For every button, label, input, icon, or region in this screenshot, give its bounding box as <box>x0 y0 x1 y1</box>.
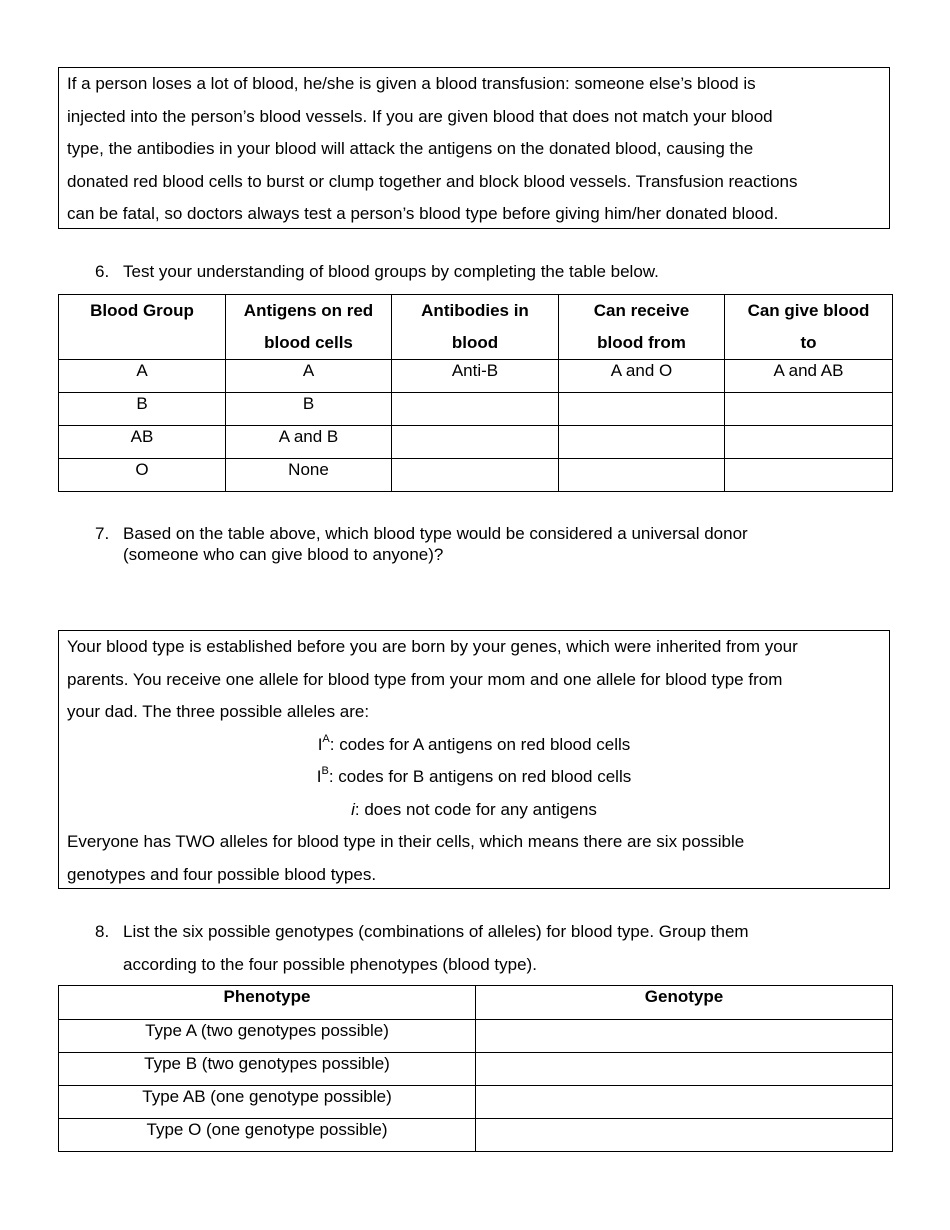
cell-phenotype: Type AB (one genotype possible) <box>59 1086 476 1119</box>
info-line: type, the antibodies in your blood will attack the antigens on the donated blood, causing the <box>67 139 754 158</box>
cell-phenotype: Type A (two genotypes possible) <box>59 1020 476 1053</box>
allele-i-line: i: does not code for any antigens <box>351 799 597 819</box>
cell-antigens: A and B <box>226 426 392 459</box>
table-row <box>59 393 893 426</box>
table-row <box>59 1119 893 1152</box>
cell-give-to[interactable] <box>725 459 893 492</box>
cell-antigens: B <box>226 393 392 426</box>
header-blood-group: Blood Group <box>59 295 226 360</box>
question-number: 7. <box>95 524 110 543</box>
table-row <box>59 459 893 492</box>
cell-phenotype: Type B (two genotypes possible) <box>59 1053 476 1086</box>
transfusion-info-box <box>58 67 890 229</box>
cell-genotype[interactable] <box>476 1020 893 1053</box>
cell-blood-group: B <box>59 393 226 426</box>
blood-groups-table <box>58 294 893 492</box>
info-line: can be fatal, so doctors always test a person’s blood type before giving him/her donated blood. <box>67 204 779 223</box>
header-antibodies: Antibodies in blood <box>392 295 559 360</box>
question-text-line: (someone who can give blood to anyone)? <box>123 545 444 564</box>
cell-genotype[interactable] <box>476 1053 893 1086</box>
cell-antibodies[interactable] <box>392 426 559 459</box>
header-genotype: Genotype <box>476 986 893 1020</box>
question-8 <box>95 921 885 981</box>
info-line: genotypes and four possible blood types. <box>67 864 377 884</box>
info-line: Everyone has TWO alleles for blood type in their cells, which means there are six possible <box>67 832 745 851</box>
header-antigens: Antigens on red blood cells <box>226 295 392 360</box>
info-line: Your blood type is established before you are born by your genes, which were inherited from your <box>67 637 798 656</box>
info-line: your dad. The three possible alleles are: <box>67 702 370 721</box>
table-row <box>59 426 893 459</box>
cell-antibodies[interactable]: Anti-B <box>392 360 559 393</box>
cell-blood-group: AB <box>59 426 226 459</box>
cell-receive-from[interactable] <box>559 459 725 492</box>
question-number: 6. <box>95 262 110 281</box>
cell-antibodies[interactable] <box>392 393 559 426</box>
table-row <box>59 1086 893 1119</box>
cell-phenotype: Type O (one genotype possible) <box>59 1119 476 1152</box>
cell-genotype[interactable] <box>476 1119 893 1152</box>
cell-give-to[interactable]: A and AB <box>725 360 893 393</box>
table-header-row <box>59 986 893 1020</box>
question-text-line: List the six possible genotypes (combinations of alleles) for blood type. Group them <box>123 922 749 941</box>
question-text-line: Based on the table above, which blood type would be considered a universal donor <box>123 524 748 543</box>
header-give-to: Can give blood to <box>725 295 893 360</box>
info-line: donated red blood cells to burst or clump together and block blood vessels. Transfusion reactions <box>67 171 798 191</box>
cell-receive-from[interactable] <box>559 426 725 459</box>
header-receive-from: Can receive blood from <box>559 295 725 360</box>
table-row <box>59 360 893 393</box>
cell-antigens: None <box>226 459 392 492</box>
cell-blood-group: A <box>59 360 226 393</box>
table-row <box>59 1053 893 1086</box>
question-number: 8. <box>95 922 110 941</box>
cell-give-to[interactable] <box>725 393 893 426</box>
allele-ib-line: $I^B$: codes for B antigens on red blood cells <box>316 765 632 786</box>
info-line: If a person loses a lot of blood, he/she is given a blood transfusion: someone else’s blood is <box>67 74 756 93</box>
cell-receive-from[interactable] <box>559 393 725 426</box>
cell-antigens: A <box>226 360 392 393</box>
info-line: parents. You receive one allele for blood type from your mom and one allele for blood type from <box>67 669 783 689</box>
question-text: Test your understanding of blood groups by completing the table below. <box>123 262 659 281</box>
cell-antibodies[interactable] <box>392 459 559 492</box>
cell-give-to[interactable] <box>725 426 893 459</box>
alleles-info-box <box>58 630 890 889</box>
table-row <box>59 1020 893 1053</box>
question-7 <box>95 523 885 567</box>
genotype-table <box>58 985 893 1152</box>
allele-ia-line: $I^A$: codes for A antigens on red blood cells <box>317 732 631 754</box>
cell-blood-group: O <box>59 459 226 492</box>
info-line: injected into the person’s blood vessels. If you are given blood that does not match your blood <box>67 106 773 126</box>
table-header-row <box>59 295 893 360</box>
cell-receive-from[interactable]: A and O <box>559 360 725 393</box>
header-phenotype: Phenotype <box>59 986 476 1020</box>
cell-genotype[interactable] <box>476 1086 893 1119</box>
question-text-line: according to the four possible phenotypes (blood type). <box>123 955 537 974</box>
